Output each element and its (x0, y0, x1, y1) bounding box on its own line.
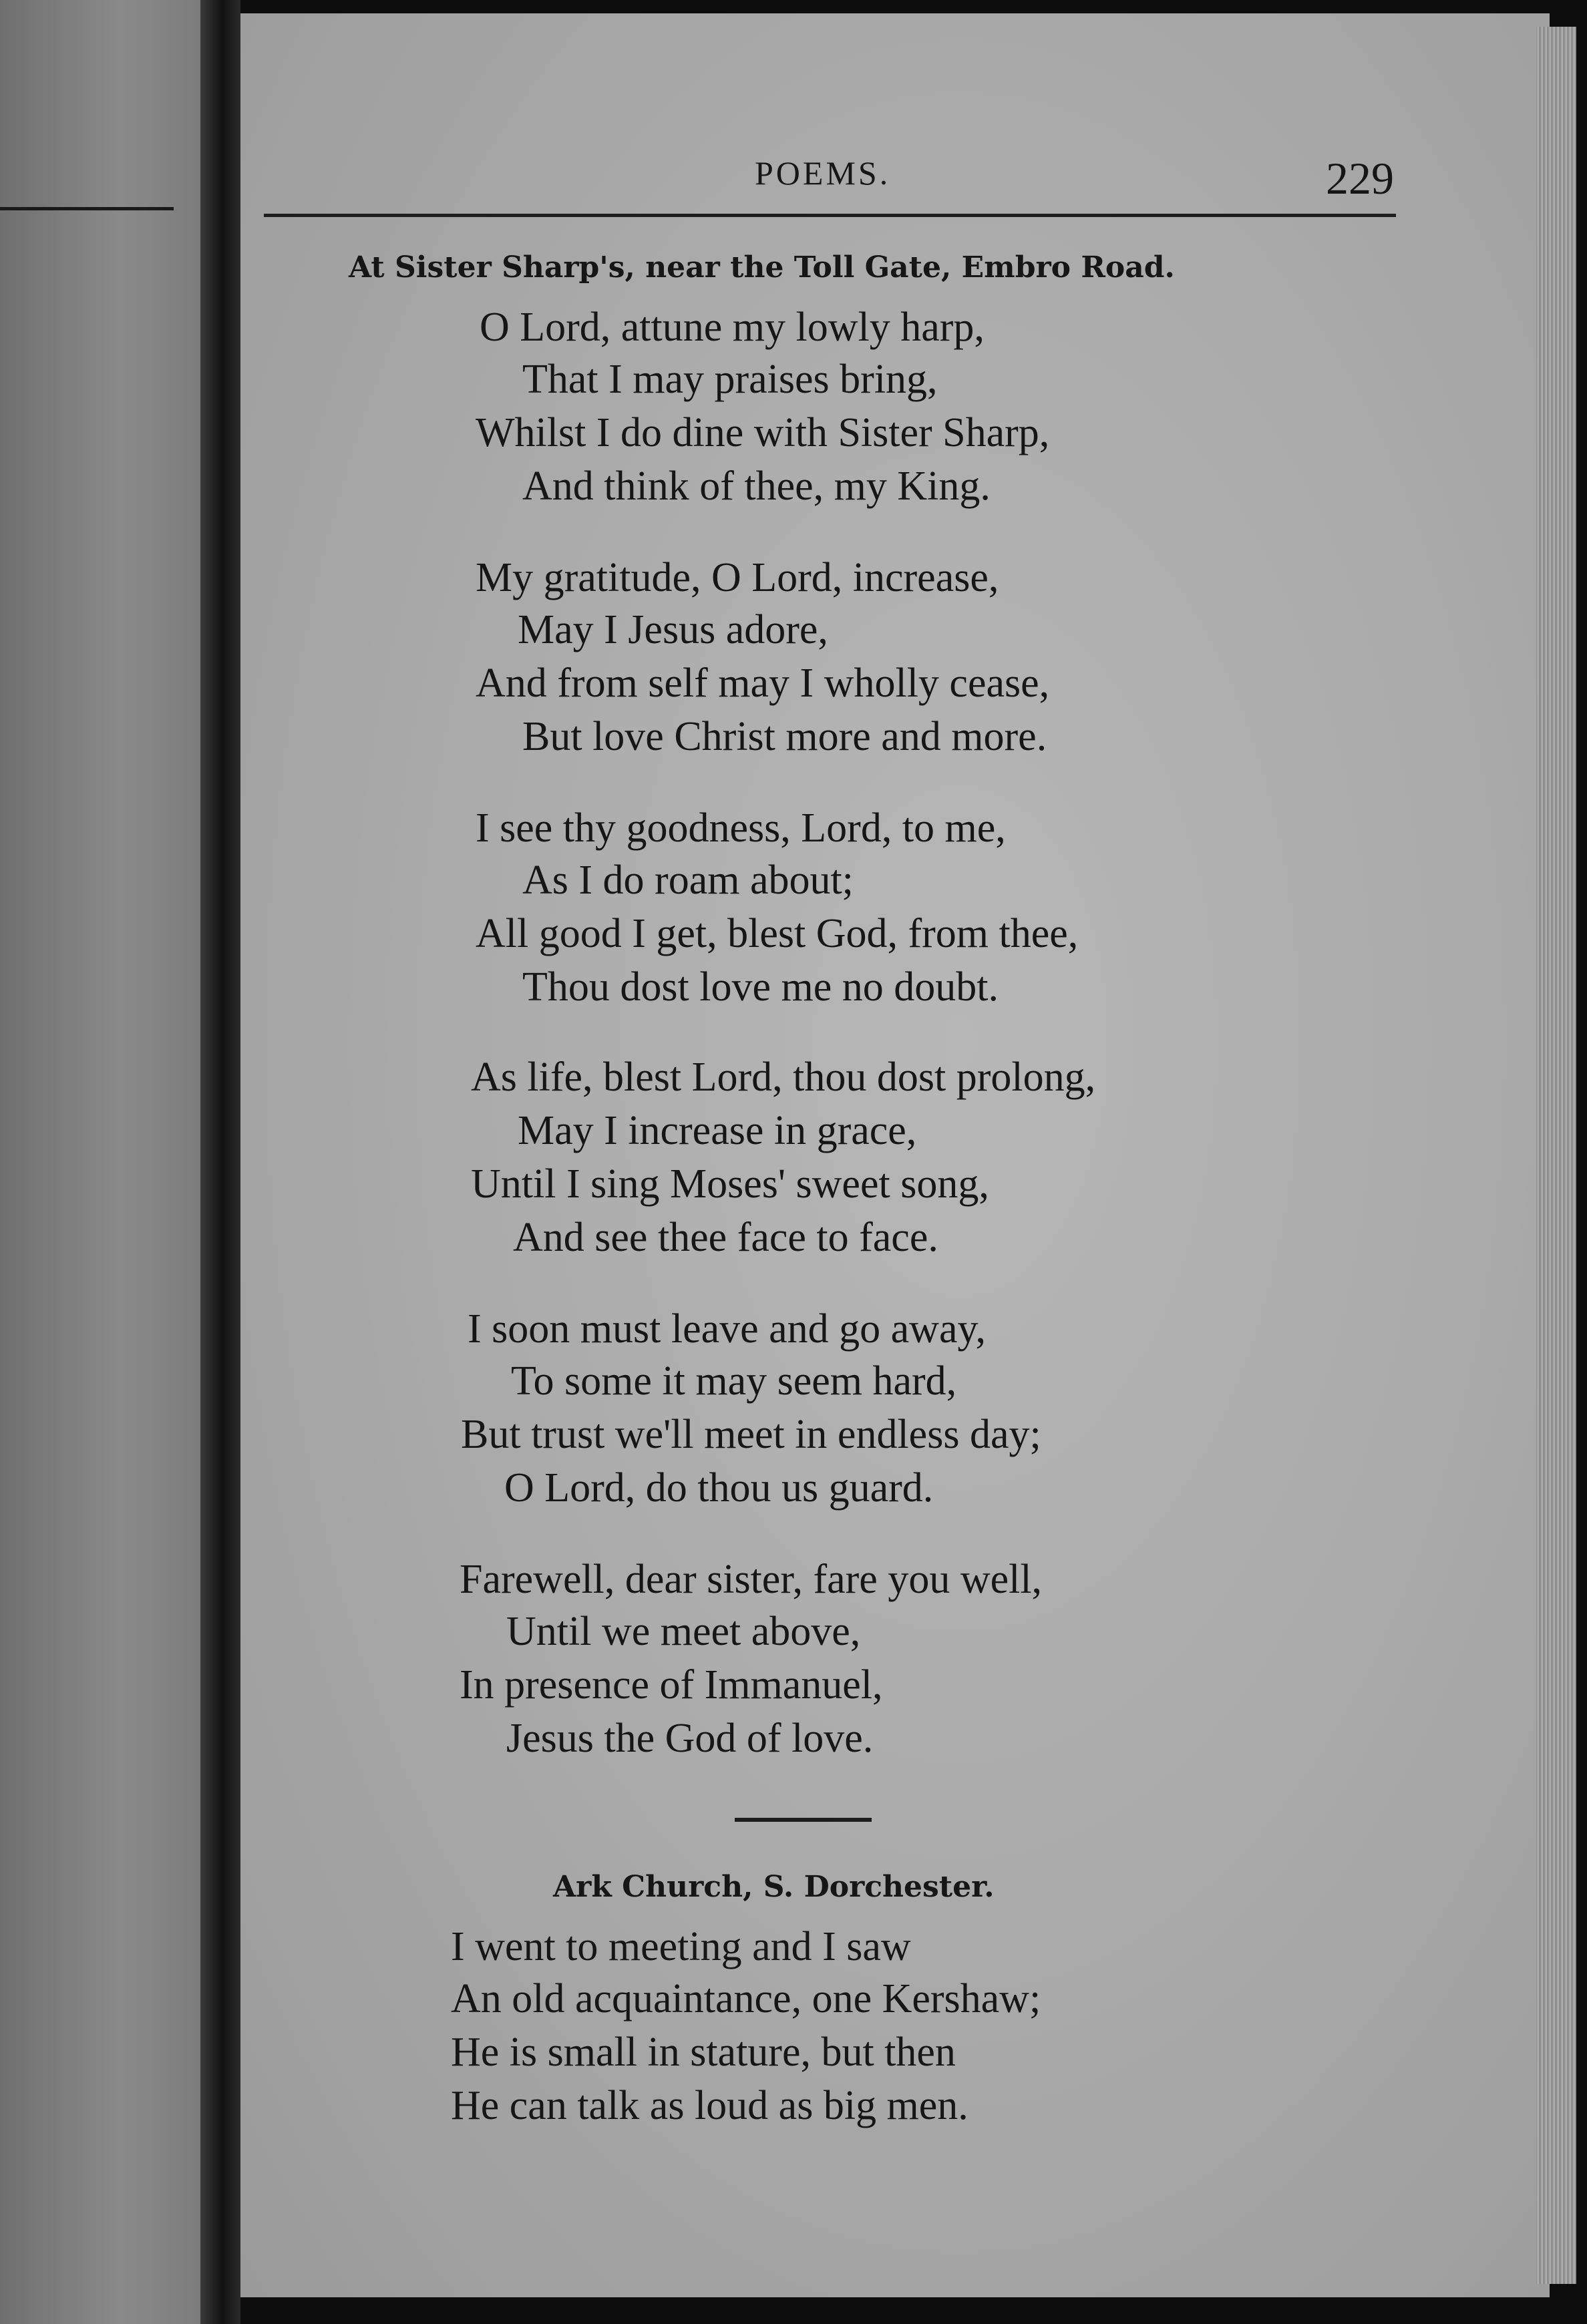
poem-line: May I Jesus adore, (518, 607, 828, 652)
poem-line: All good I get, blest God, from thee, (476, 911, 1079, 956)
section-divider (735, 1818, 872, 1822)
poem-line: May I increase in grace, (518, 1108, 917, 1153)
poem-line: I soon must leave and go away, (468, 1306, 986, 1352)
poem-line: Until we meet above, (506, 1609, 861, 1654)
header-rule (264, 214, 1396, 217)
poem-title: At Sister Sharp's, near the Toll Gate, Embro Road. (349, 250, 1175, 284)
poem-line: To some it may seem hard, (511, 1358, 957, 1404)
poem-title: Ark Church, S. Dorchester. (553, 1870, 995, 1904)
poem-line: As life, blest Lord, thou dost prolong, (471, 1054, 1096, 1100)
running-header: POEMS. (755, 154, 891, 192)
poem-line: O Lord, do thou us guard. (504, 1465, 934, 1511)
poem-line: Jesus the God of love. (506, 1716, 874, 1761)
poem-line: But love Christ more and more. (522, 714, 1047, 759)
poem-line: Thou dost love me no doubt. (522, 964, 999, 1010)
poem-line: He is small in stature, but then (451, 2029, 956, 2075)
book-gutter (200, 0, 240, 2324)
poem-line: An old acquaintance, one Kershaw; (451, 1976, 1041, 2021)
poem-line: I went to meeting and I saw (451, 1924, 911, 1969)
poem-line: In presence of Immanuel, (460, 1662, 883, 1708)
poem-line: Until I sing Moses' sweet song, (471, 1161, 989, 1207)
poem-line: My gratitude, O Lord, increase, (476, 555, 999, 600)
poem-line: And think of thee, my King. (522, 463, 991, 509)
poem-line: That I may praises bring, (522, 357, 938, 402)
page-edges (1536, 27, 1576, 2284)
poem-line: Farewell, dear sister, fare you well, (460, 1557, 1043, 1602)
poem-line: I see thy goodness, Lord, to me, (476, 805, 1006, 851)
facing-page (0, 0, 200, 2324)
poem-line: O Lord, attune my lowly harp, (480, 305, 985, 350)
poem-line: And from self may I wholly cease, (476, 660, 1050, 706)
page-number: 229 (1326, 153, 1394, 204)
facing-page-rule (0, 207, 174, 210)
poem-line: As I do roam about; (522, 857, 854, 903)
poem-line: Whilst I do dine with Sister Sharp, (476, 410, 1050, 455)
poem-line: He can talk as loud as big men. (451, 2083, 968, 2128)
poem-line: And see thee face to face. (513, 1215, 938, 1260)
poem-line: But trust we'll meet in endless day; (461, 1412, 1041, 1457)
